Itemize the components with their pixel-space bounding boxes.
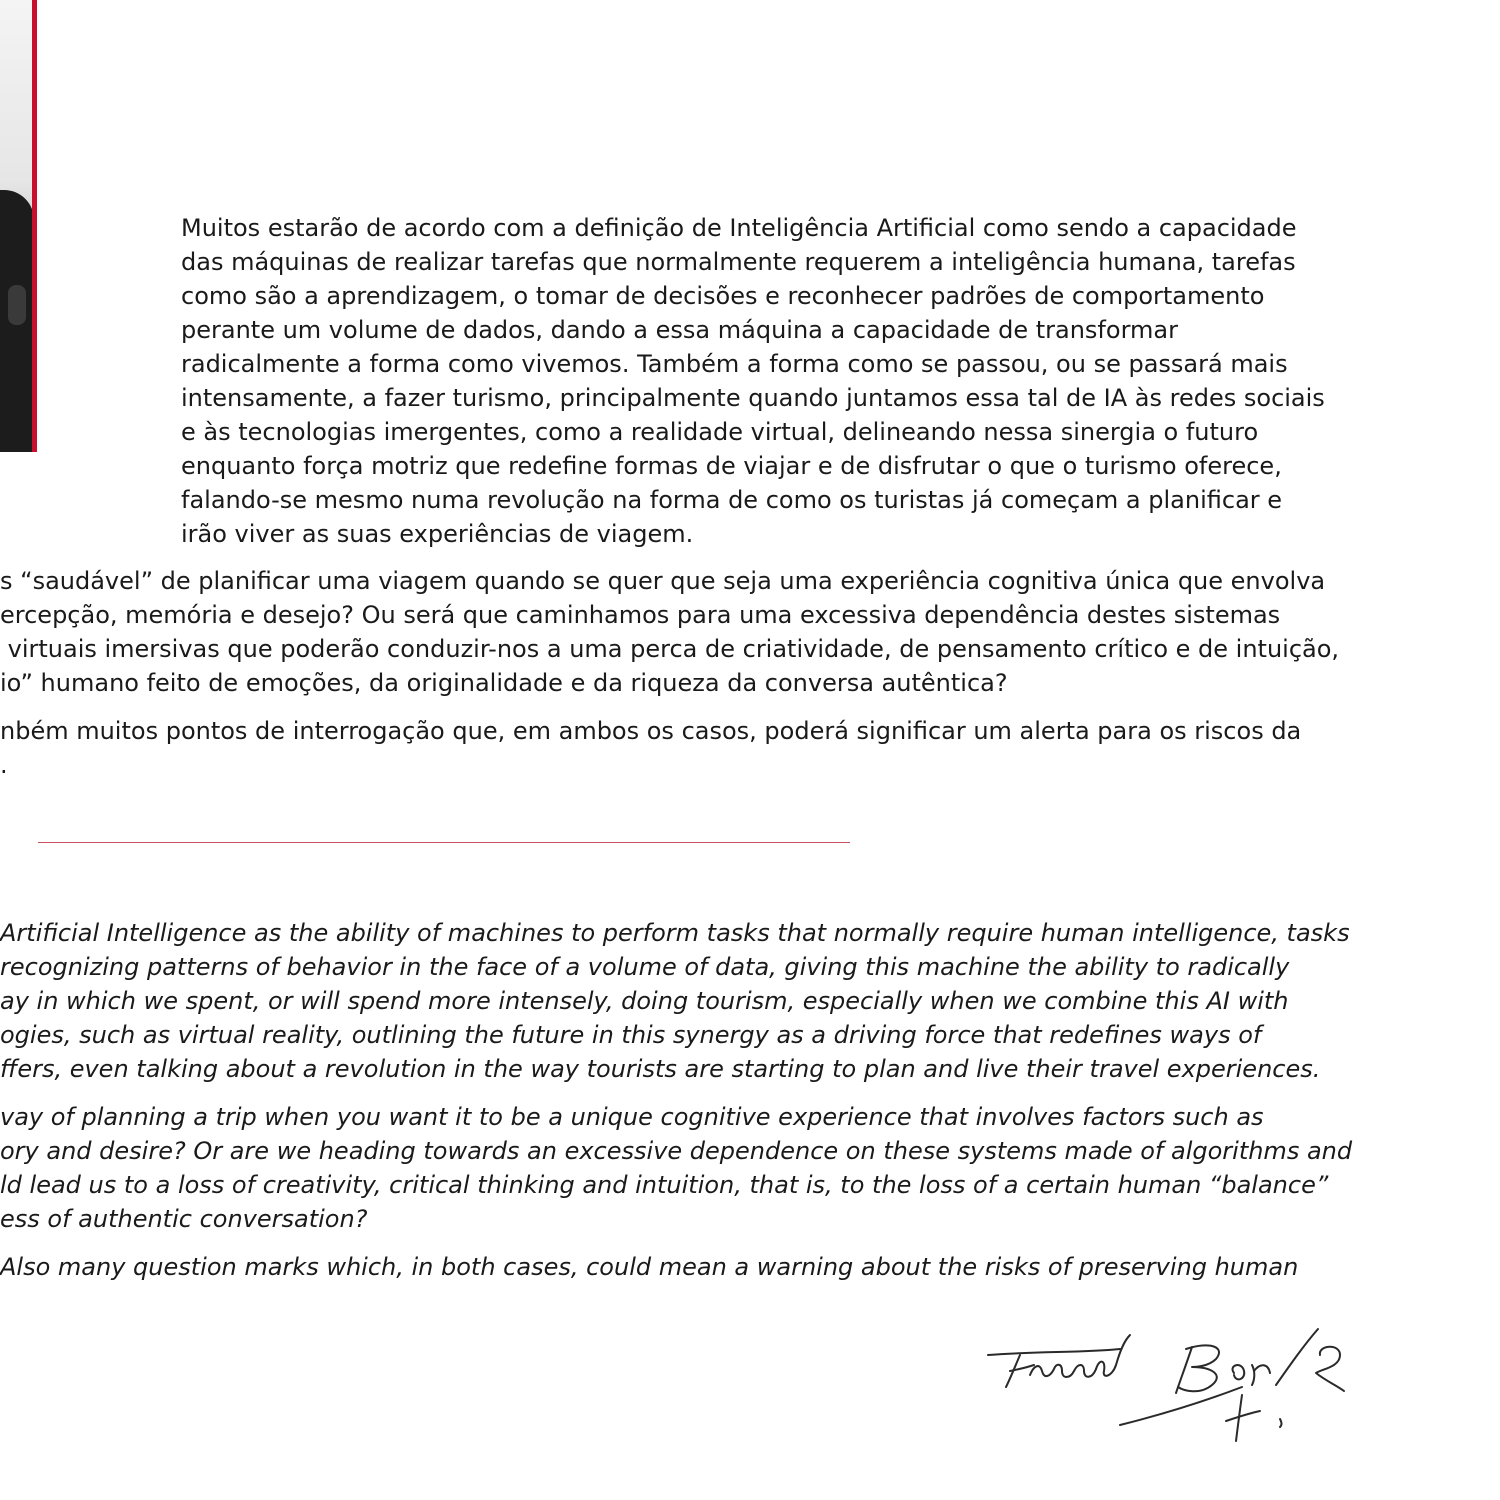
pt-intro-line-1: Muitos estarão de acordo com a definição de Inteligência Artificial como sendo a capacidade: [181, 214, 1297, 242]
pt-intro-line-7: e às tecnologias imergentes, como a realidade virtual, delineando nessa sinergia o futuro: [181, 418, 1259, 446]
en-question-line-3: ld lead us to a loss of creativity, critical thinking and intuition, that is, to the loss of a certain human “balance”: [0, 1171, 1329, 1199]
author-photo: [0, 0, 34, 452]
en-intro-line-1: Artificial Intelligence as the ability of machines to perform tasks that normally require human intelligence, tasks: [0, 919, 1350, 947]
pt-closing-line-2: .: [0, 751, 8, 779]
pt-intro-line-5: radicalmente a forma como vivemos. Também a forma como se passou, ou se passará mais: [181, 350, 1288, 378]
en-question-line-1: vay of planning a trip when you want it to be a unique cognitive experience that involves factors such as: [0, 1103, 1264, 1131]
handwritten-signature: [980, 1325, 1360, 1455]
author-photo-detail: [8, 285, 26, 325]
pt-intro-line-6: intensamente, a fazer turismo, principalmente quando juntamos essa tal de IA às redes sociais: [181, 384, 1325, 412]
en-question-line-2: ory and desire? Or are we heading towards an excessive dependence on these systems made of algorithms and: [0, 1137, 1353, 1165]
section-divider: [38, 842, 850, 843]
en-intro-line-5: ffers, even talking about a revolution in the way tourists are starting to plan and live their travel experiences.: [0, 1055, 1321, 1083]
pt-question-line-3: virtuais imersivas que poderão conduzir-nos a uma perca de criatividade, de pensamento crítico e de intuição,: [0, 635, 1340, 663]
pt-intro-line-3: como são a aprendizagem, o tomar de decisões e reconhecer padrões de comportamento: [181, 282, 1265, 310]
pt-question-line-2: ercepção, memória e desejo? Ou será que caminhamos para uma excessiva dependência destes sistemas: [0, 601, 1281, 629]
en-intro-line-2: recognizing patterns of behavior in the face of a volume of data, giving this machine the ability to radically: [0, 953, 1290, 981]
pt-intro-line-2: das máquinas de realizar tarefas que normalmente requerem a inteligência humana, tarefas: [181, 248, 1296, 276]
en-question-line-4: ess of authentic conversation?: [0, 1205, 368, 1233]
pt-question-line-4: io” humano feito de emoções, da originalidade e da riqueza da conversa autêntica?: [0, 669, 1008, 697]
photo-accent-border: [32, 0, 37, 452]
pt-intro-line-10: irão viver as suas experiências de viagem.: [181, 520, 694, 548]
pt-intro-line-4: perante um volume de dados, dando a essa máquina a capacidade de transformar: [181, 316, 1178, 344]
pt-intro-line-9: falando-se mesmo numa revolução na forma de como os turistas já começam a planificar e: [181, 486, 1283, 514]
pt-intro-line-8: enquanto força motriz que redefine formas de viajar e de disfrutar o que o turismo oferece,: [181, 452, 1282, 480]
pt-closing-line-1: nbém muitos pontos de interrogação que, em ambos os casos, poderá significar um alerta para os riscos da: [0, 717, 1302, 745]
pt-question-line-1: s “saudável” de planificar uma viagem quando se quer que seja uma experiência cognitiva única que envolva: [0, 567, 1326, 595]
en-closing-line-1: Also many question marks which, in both cases, could mean a warning about the risks of preserving human: [0, 1253, 1299, 1281]
en-intro-line-4: ogies, such as virtual reality, outlining the future in this synergy as a driving force that redefines ways of: [0, 1021, 1262, 1049]
en-intro-line-3: ay in which we spent, or will spend more intensely, doing tourism, especially when we combine this AI with: [0, 987, 1289, 1015]
